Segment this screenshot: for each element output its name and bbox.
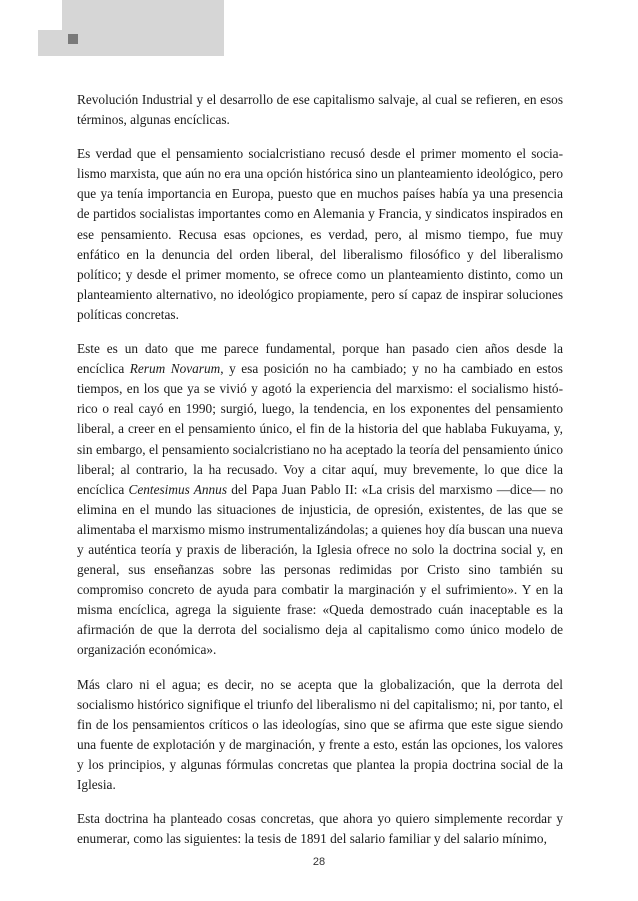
paragraph-2: Es verdad que el pensamiento socialcristiano recusó desde el primer momento el socialismo marxista, que aún no era una opción histórica sino un planteamiento ideológico, pero que ya tenía importancia en Europa, puesto que en muchos países había ya una presencia de partidos socialistas importantes como en Alemania y Francia, y sindicatos inspirados en ese pensamiento. Recusa esas opciones, es verdad, pero, al mismo tiempo, fue muy enfático en la denuncia del orden liberal, del liberalismo filosófico y del liberalismo político; y desde el primer momento, se ofrece como un planteamiento distinto, como un planteamiento alternativo, no ideológico propiamente, pero sí capaz de inspirar soluciones políticas concretas. xyxy=(77,146,563,322)
page-number: 28 xyxy=(312,856,326,868)
paragraph-3-part-3: del Papa Juan Pablo II: «La crisis del marxismo —dice— no elimina en el mundo las situaciones de injusticia, de opresión, existentes, de las que se alimentaba el marxismo mismo instrumentalizándolas; a quienes hoy día buscan una nueva y auténtica teoría y praxis de liberación, la Iglesia ofrece no solo la doctrina social y, en general, sus enseñanzas sobre las personas redimidas por Cristo sino también su compromiso concreto de ayuda para combatir la marginación y el sufrimiento». Y en la misma encíclica, agrega la siguiente frase: «Queda demostrado cuán inaceptable es la afirmación de que la derrota del socialismo deja al capitalismo como único modelo de organización económica». xyxy=(77,481,563,658)
header-decoration-square xyxy=(68,34,78,44)
encyclical-title-centesimus-annus: Centesimus Annus xyxy=(128,481,228,497)
paragraph-5: Esta doctrina ha planteado cosas concretas, que ahora yo quiero simplemente recordar y enumerar, como las siguientes: la tesis de 1891 del salario familiar y del salario mínimo, xyxy=(77,811,563,847)
paragraph-3 xyxy=(77,339,563,661)
body-text xyxy=(77,90,563,863)
encyclical-title-rerum-novarum: Rerum Novarum xyxy=(129,361,221,377)
paragraph-3-part-1: Este es un dato que me parece fundamental, porque han pasado cien años desde la encíclica xyxy=(77,341,563,377)
header-decoration-notch xyxy=(38,0,62,30)
paragraph-1: Revolución Industrial y el desarrollo de ese capitalismo salvaje, al cual se refieren, en esos términos, algunas encíclicas. xyxy=(77,92,563,128)
paragraph-4: Más claro ni el agua; es decir, no se acepta que la globalización, que la derrota del socialismo histórico signifique el triunfo del liberalismo ni del capitalismo; ni, por tanto, el fin de los pensamientos críticos o las ideologías, sino que se afirma que este sigue siendo una fuente de explotación y de marginación, y frente a esto, están las opciones, los valores y los principios, y algunas fórmulas concretas que plantea la propia doctrina social de la Iglesia. xyxy=(77,676,563,792)
header-decoration-block xyxy=(38,0,224,56)
paragraph-3-part-2: , y esa posición no ha cambiado; y no ha cambiado en estos tiempos, en los que ya se vivió y agotó la experiencia del marxismo: el socialismo histórico o real cayó en 1990; surgió, luego, la tendencia, en los exponentes del pensamiento liberal, a creer en el pensamiento único, el fin de la historia del que hablaba Fukuyama, y, sin embargo, el pensamiento socialcristiano no ha aceptado la teoría del pensamiento único liberal; al contrario, la ha recusado. Voy a citar aquí, muy brevemente, lo que dice la encíclica xyxy=(77,361,563,497)
